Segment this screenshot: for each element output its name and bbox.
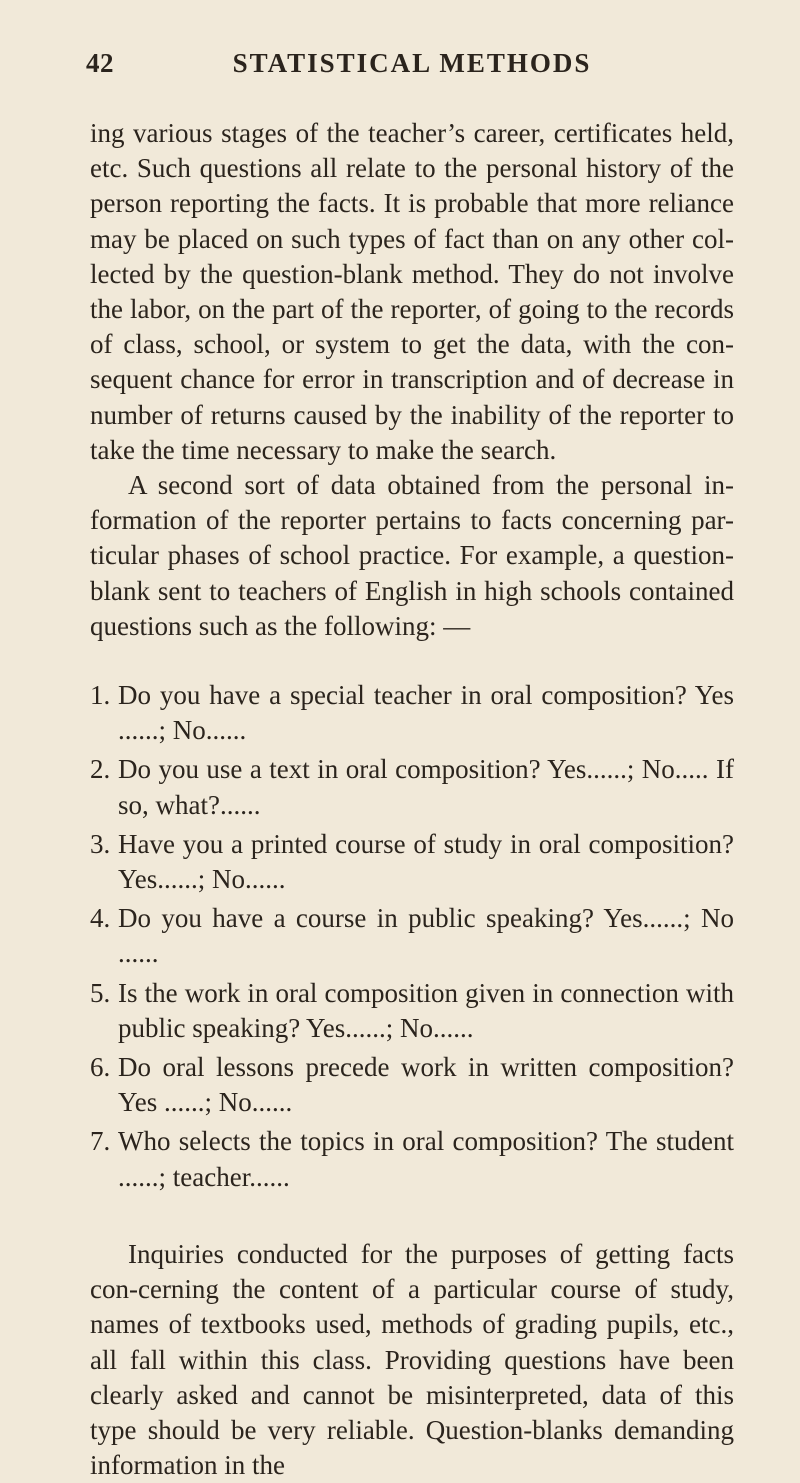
question-item-7 (90, 1124, 734, 1194)
question-item-6 (90, 1050, 734, 1120)
question-text: Have you a printed course of study in oral composition? Yes......; No...... (118, 828, 734, 895)
paragraph-3: Inquiries conducted for the purposes of getting facts con-cerning the content of a particular course of study, names of textbooks used, methods of grading pupils, etc., all fall within this class. Providing questions have been clearly asked and cannot be misinterpreted, data of this type should be very reliable. Question-blanks demanding information in the (90, 1238, 734, 1481)
running-head (86, 48, 734, 88)
question-text: Do oral lessons precede work in written composition? Yes ......; No...... (118, 1052, 734, 1118)
question-number: 3. (90, 828, 111, 859)
question-item-5 (90, 976, 734, 1046)
paragraph-1: ing various stages of the teacher’s career, certificates held, etc. Such questions all relate to the personal history of the person reporting the facts. It is probable that more reliance may be placed on such types of fact than on any other col-lected by the question-blank method. They do not involve the labor, on the part of the reporter, of going to the records of class, school, or system to get the data, with the con-sequent chance for error in transcription and of decrease in number of returns caused by the inability of the reporter to take the time necessary to make the search. (90, 118, 734, 465)
question-number: 1. (90, 680, 111, 711)
question-list (90, 678, 734, 1195)
question-item-4 (90, 901, 734, 971)
question-item-2 (90, 752, 734, 822)
question-text: Do you have a special teacher in oral composition? Yes ......; No...... (118, 680, 734, 746)
question-number: 6. (90, 1052, 111, 1083)
paragraph-2: A second sort of data obtained from the personal in-formation of the reporter pertains to facts concerning par-ticular phases of school practice. For example, a question-blank sent to teachers of English in high schools contained questions such as the following: — (90, 470, 734, 641)
question-text: Is the work in oral composition given in connection with public speaking? Yes......; No...... (118, 977, 734, 1043)
question-text: Who selects the topics in oral composition? The student ......; teacher...... (118, 1126, 734, 1192)
question-number: 4. (90, 903, 111, 934)
question-number: 2. (90, 754, 111, 785)
question-number: 5. (90, 977, 111, 1008)
question-item-3 (90, 827, 734, 897)
question-number: 7. (90, 1126, 111, 1157)
question-text: Do you use a text in oral composition? Yes......; No..... If so, what?...... (118, 754, 734, 820)
running-title: STATISTICAL METHODS (232, 48, 592, 78)
question-text: Do you have a course in public speaking? Yes......; No ...... (118, 903, 734, 969)
page-number: 42 (86, 48, 114, 78)
question-item-1 (90, 678, 734, 748)
